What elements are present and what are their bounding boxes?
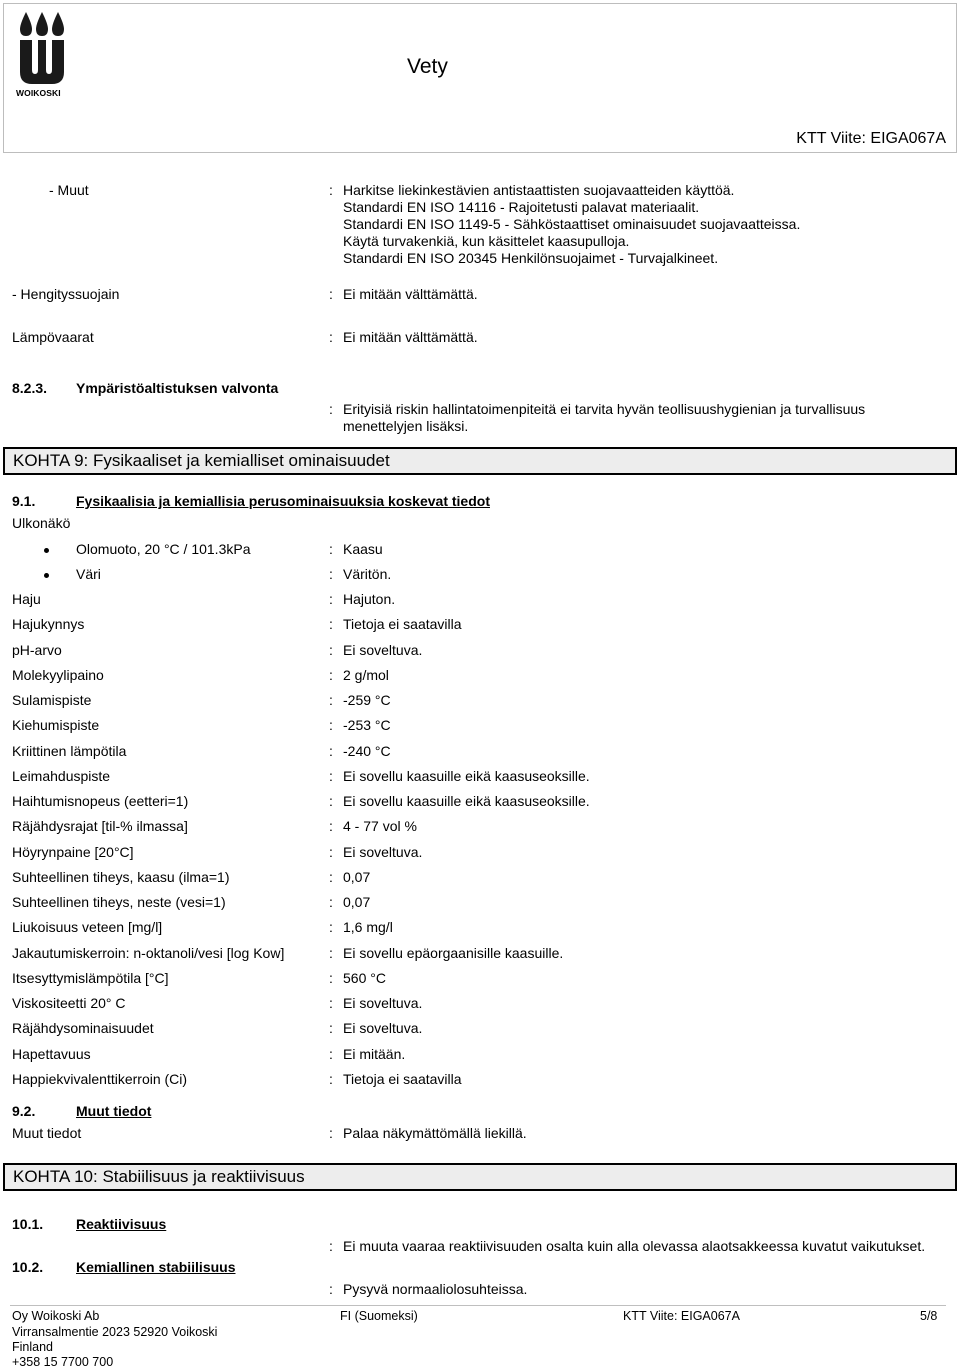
other-protection-value [343,182,800,267]
colon: : [329,541,333,557]
respiratory-value: Ei mitään välttämättä. [343,286,478,302]
text-line: Käytä turvakenkiä, kun käsittelet kaasupulloja. [343,233,630,249]
property-value: Ei sovellu kaasuille eikä kaasuseoksille. [343,768,590,784]
property-value: Ei soveltuva. [343,844,423,860]
respiratory-label: - Hengityssuojain [12,286,120,302]
colon: : [329,894,333,910]
colon: : [329,286,333,302]
colon: : [329,793,333,809]
property-label: Liukoisuus veteen [mg/l] [12,919,163,935]
property-label: Haihtumisnopeus (eetteri=1) [12,793,189,809]
sub-10-2-number: 10.2. [12,1259,44,1275]
property-value: Ei mitään. [343,1046,406,1062]
text-line: Erityisiä riskin hallintatoimenpiteitä ei tarvita hyvän teollisuushygienian ja turvallisuus [343,401,866,417]
property-value: Ei soveltuva. [343,642,423,658]
footer-divider [10,1305,946,1306]
reactivity-value: Ei muuta vaaraa reaktiivisuuden osalta kuin alla olevassa alaotsakkeessa kuvatut vaikutukset. [343,1238,926,1254]
env-number: 8.2.3. [12,380,48,396]
sub-10-1-title: Reaktiivisuus [76,1216,167,1232]
colon: : [329,642,333,658]
other-info-label: Muut tiedot [12,1125,82,1141]
colon: : [329,844,333,860]
env-value [343,401,865,435]
property-label: Räjähdysominaisuudet [12,1020,154,1036]
text-line: Standardi EN ISO 1149-5 - Sähköstaattiset ominaisuudet suojavaatteissa. [343,216,801,232]
colon: : [329,182,333,198]
colon: : [329,591,333,607]
thermal-label: Lämpövaarat [12,329,94,345]
stability-value: Pysyvä normaaliolosuhteissa. [343,1281,528,1297]
footer-address: Virransalmentie 2023 52920 Voikoski [12,1325,218,1339]
property-value: Tietoja ei saatavilla [343,1071,462,1087]
colon: : [329,692,333,708]
colon: : [329,995,333,1011]
env-title: Ympäristöaltistuksen valvonta [76,380,279,396]
property-label: Itsesyttymislämpötila [°C] [12,970,169,986]
logo-text: WOIKOSKI [16,88,61,98]
footer-phone: +358 15 7700 700 [12,1355,114,1369]
property-value: Hajuton. [343,591,396,607]
property-label: Suhteellinen tiheys, neste (vesi=1) [12,894,226,910]
colon: : [329,768,333,784]
colon: : [329,329,333,345]
property-value: Ei sovellu epäorgaanisille kaasuille. [343,945,564,961]
property-value: Kaasu [343,541,383,557]
colon: : [329,1071,333,1087]
property-label: Sulamispiste [12,692,92,708]
sub-9-2-number: 9.2. [12,1103,36,1119]
colon: : [329,743,333,759]
property-value: Ei sovellu kaasuille eikä kaasuseoksille. [343,793,590,809]
colon: : [329,566,333,582]
woikoski-logo [16,10,68,100]
appearance-label: Ulkonäkö [12,515,71,531]
page-header [3,3,957,153]
colon: : [329,401,333,417]
text-line: Harkitse liekinkestävien antistaattisten suojavaatteiden käyttöä. [343,182,735,198]
property-label: Kriittinen lämpötila [12,743,127,759]
property-value: -240 °C [343,743,391,759]
footer-company: Oy Woikoski Ab [12,1309,100,1323]
section-9-heading: KOHTA 9: Fysikaaliset ja kemialliset ominaisuudet [3,447,957,475]
property-label: Väri [76,566,101,582]
document-title: Vety [407,55,448,78]
colon: : [329,818,333,834]
footer-page: 5/8 [920,1309,938,1323]
colon: : [329,945,333,961]
property-label: Jakautumiskerroin: n-oktanoli/vesi [log Kow] [12,945,285,961]
property-value: -253 °C [343,717,391,733]
property-label: Räjähdysrajat [til-% ilmassa] [12,818,188,834]
text-line: Standardi EN ISO 20345 Henkilönsuojaimet - Turvajalkineet. [343,250,719,266]
footer-reference: KTT Viite: EIGA067A [623,1309,740,1323]
header-reference: KTT Viite: EIGA067A [796,130,946,147]
other-protection-label: - Muut [49,182,89,198]
colon: : [329,869,333,885]
property-value: 0,07 [343,869,371,885]
colon: : [329,1125,333,1141]
property-value: 0,07 [343,894,371,910]
sub-9-1-number: 9.1. [12,493,36,509]
colon: : [329,616,333,632]
section-10-heading: KOHTA 10: Stabiilisuus ja reaktiivisuus [3,1163,957,1191]
sub-9-1-title: Fysikaalisia ja kemiallisia perusominaisuuksia koskevat tiedot [76,493,490,509]
property-value: -259 °C [343,692,391,708]
property-label: Hajukynnys [12,616,85,632]
property-value: Ei soveltuva. [343,1020,423,1036]
sub-10-1-number: 10.1. [12,1216,44,1232]
colon: : [329,1238,333,1254]
property-label: Hapettavuus [12,1046,91,1062]
property-label: Kiehumispiste [12,717,100,733]
property-label: Olomuoto, 20 °C / 101.3kPa [76,541,251,557]
text-line: Standardi EN ISO 14116 - Rajoitetusti palavat materiaalit. [343,199,700,215]
colon: : [329,919,333,935]
colon: : [329,1020,333,1036]
property-value: 4 - 77 vol % [343,818,417,834]
logo-drops-icon [16,10,68,88]
bullet-icon [44,573,49,578]
property-label: Happiekvivalenttikerroin (Ci) [12,1071,188,1087]
bullet-icon [44,548,49,553]
other-info-value: Palaa näkymättömällä liekillä. [343,1125,527,1141]
property-label: Höyrynpaine [20°C] [12,844,134,860]
property-label: Leimahduspiste [12,768,111,784]
property-value: 560 °C [343,970,386,986]
colon: : [329,717,333,733]
footer-language: FI (Suomeksi) [340,1309,418,1323]
property-value: Tietoja ei saatavilla [343,616,462,632]
property-label: Suhteellinen tiheys, kaasu (ilma=1) [12,869,230,885]
property-label: Haju [12,591,41,607]
property-value: 1,6 mg/l [343,919,393,935]
colon: : [329,667,333,683]
thermal-value: Ei mitään välttämättä. [343,329,478,345]
colon: : [329,1281,333,1297]
property-label: Molekyylipaino [12,667,104,683]
property-value: Väritön. [343,566,392,582]
footer-country: Finland [12,1340,53,1354]
property-value: 2 g/mol [343,667,389,683]
sub-9-2-title: Muut tiedot [76,1103,152,1119]
property-label: pH-arvo [12,642,62,658]
colon: : [329,1046,333,1062]
property-value: Ei soveltuva. [343,995,423,1011]
text-line: menettelyjen lisäksi. [343,418,469,434]
colon: : [329,970,333,986]
sub-10-2-title: Kemiallinen stabiilisuus [76,1259,236,1275]
property-label: Viskositeetti 20° C [12,995,126,1011]
